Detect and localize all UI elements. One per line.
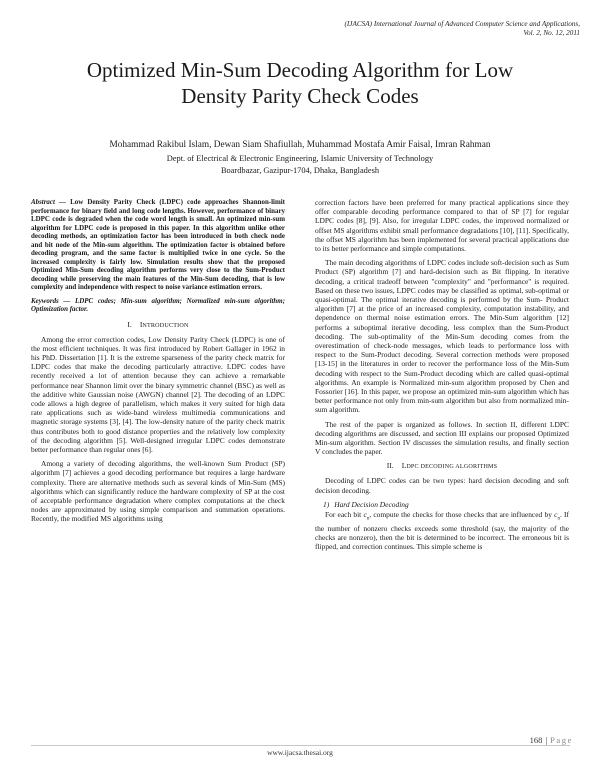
abstract <box>31 198 285 292</box>
page-word: Page <box>550 735 573 745</box>
subsection-heading-hard-decision <box>323 500 569 509</box>
affiliation-line-2: Boardbazar, Gazipur-1704, Dhaka, Bangladesh <box>220 166 380 175</box>
math-subscript-n: n <box>557 516 560 522</box>
math-variable-c: c <box>554 510 558 520</box>
title-line-1: Optimized Min-Sum Decoding Algorithm for Low <box>86 58 514 82</box>
section-title-initial: I <box>139 319 143 329</box>
keywords <box>31 297 285 314</box>
journal-line-1: (IJACSA) International Journal of Advanced Computer Science and Applications, <box>344 20 580 28</box>
subsection-title: Hard Decision Decoding <box>334 499 409 509</box>
journal-line-2: Vol. 2, No. 12, 2011 <box>523 29 580 37</box>
section-number: II. <box>386 461 394 471</box>
keywords-label: Keywords — <box>31 296 71 305</box>
page-number-value: 168 <box>529 735 543 745</box>
section-title-initial: L <box>401 461 407 471</box>
footer-url: www.ijacsa.thesai.org <box>267 748 333 757</box>
hard-decision-text-1: For each bit <box>325 510 364 520</box>
hard-decision-text-3: . If the number of nonzero checks exceeds some threshold (say, the majority of the checks are nonzero), then the bit is determined to be incorrect. The erroneous bit is flipped, and correction continues. This simple scheme is <box>315 510 569 552</box>
intro-paragraph-5: The rest of the paper is organized as follows. In section II, different LDPC decoding algorithms are discussed, and section III explains our proposed Optimized Min-sum algorithm. Section IV discusses the simulation results, and finally section V concludes the paper. <box>315 419 569 457</box>
decoding-paragraph-1: Decoding of LDPC codes can be two types: hard decision decoding and soft decision decoding. <box>315 476 569 495</box>
keywords-text: LDPC codes; Min-sum algorithm; Normalized min-sum algorithm; Optimization factor. <box>31 296 285 313</box>
hard-decision-text-2: , compute the checks for those checks that are influenced by <box>369 510 555 520</box>
title-line-2: Density Parity Check Codes <box>181 84 419 108</box>
paper-title <box>30 57 570 109</box>
section-title-rest: DPC DECODING ALGORITHMS <box>406 464 498 471</box>
journal-header <box>220 20 580 38</box>
section-heading-ldpc-decoding <box>315 461 569 472</box>
hard-decision-paragraph <box>315 510 569 551</box>
section-title-rest: NTRODUCTION <box>142 322 189 329</box>
math-variable-c: c <box>363 510 367 520</box>
left-column <box>31 198 285 529</box>
footer-divider <box>31 745 570 746</box>
section-heading-introduction <box>31 320 285 331</box>
intro-paragraph-3: correction factors have been preferred for many practical applications since they offer comparable decoding performance compared to that of SP [7] for regular LDPC codes [8], [9]. Also, for irregular LDPC codes, the improved normalized or offset MS algorithms exhibit small performance degradations [10], [11]. Specifically, the offset MS algorithm has been implemented for several practical applications due to its better performance and simple computations. <box>315 198 569 254</box>
page-number <box>530 735 573 745</box>
section-number: I. <box>127 319 132 329</box>
subsection-number: 1) <box>323 499 330 509</box>
abstract-label: Abstract — <box>31 198 66 206</box>
abstract-text: Low Density Parity Check (LDPC) code approaches Shannon-limit performance for binary field and long code lengths. However, performance of binary LDPC code is degraded when the code word length is small. An optimized min-sum algorithm for LDPC code is proposed in this paper. In this algorithm unlike other decoding methods, an optimization factor has been introduced in both check node and bit node of the Min-sum algorithm. The optimization factor is obtained before decoding program, and the same factor is multiplied twice in one cycle. So the increased complexity is fairly low. Simulation results show that the proposed Optimized Min-Sum decoding algorithm performs very close to the Sum-Product decoding while preserving the main features of the Min-Sum decoding, that is low complexity and independence with respect to noise variance estimation errors. <box>31 198 285 291</box>
intro-paragraph-4: The main decoding algorithms of LDPC codes include soft-decision such as Sum Product (SP) algorithm [7] and hard-decision such as Bit flipping. In iterative decoding, a critical tradeoff between "complexity" and "performance" is required. Based on these two issues, LDPC codes may be classified as optimal, sub-optimal or quasi-optimal. The optimal iterative decoding is performed by the Sum- Product algorithm [7] at the price of an increased complexity, computation instability, and dependence on thermal noise estimation errors. The Min-Sum algorithm [12] performs a suboptimal iterative decoding, less complex than the Sum-Product decoding. The sub-optimality of the Min-Sum decoding comes from the overestimation of check-node messages, which leads to performance loss with respect to the Sum-Product decoding. Several correction methods were proposed [13-15] in the literatures in order to recover the performance loss of the Min-Sum decoding with respect to the Sum-Product decoding which are called quasi-optimal algorithms. An example is Normalized min-sum algorithm proposed by Chen and Fossorier [16]. In this paper, we propose an optimized min-sum algorithm which has better performance not only from min-sum algorithm but also from normalized min-sum algorithm. <box>315 258 569 415</box>
author-list: Mohammad Rakibul Islam, Dewan Siam Shafiullah, Muhammad Mostafa Amir Faisal, Imran Rahman <box>109 140 491 150</box>
intro-paragraph-1: Among the error correction codes, Low Density Parity Check (LDPC) is one of the most efficient techniques. It was first introduced by Robert Gallager in 1962 in his PhD. Dissertation [1]. It is the extreme sparseness of the parity check matrix for LDPC codes that make the decoding particularly attractive. LDPC codes have recently received a lot of attention because they can achieve a remarkable performance near Shannon limit over the binary symmetric channel (BSC) as well as the additive white Gaussian noise (AWGN) channel [2]. The decoding of an LDPC code allows a high degree of parallelism, which makes it very suited for high data rate applications such as wide-band wireless multimedia communications and magnetic storage systems [3], [4]. The low-density nature of the parity check matrix thus contributes both to good distance properties and the relatively low complexity of the decoding algorithm [5]. Well-designed irregular LDPC codes demonstrate better performance than regular ones [6]. <box>31 334 285 454</box>
right-column <box>315 198 569 556</box>
intro-paragraph-2: Among a variety of decoding algorithms, the well-known Sum Product (SP) algorithm [7] achieves a good decoding performance but requires a large hardware complexity. There are alternative methods such as several kinds of Min-Sum (MS) algorithms which can significantly reduce the hardware complexity of SP at the cost of acceptable performance degradation where complex computations at the check nodes are approximated by using simple comparison and summation operations. Recently, the modified MS algorithms using <box>31 459 285 524</box>
page-separator: | <box>545 735 548 745</box>
math-subscript-n: n <box>366 516 370 522</box>
affiliation-line-1: Dept. of Electrical & Electronic Engineering, Islamic University of Technology <box>166 154 434 163</box>
